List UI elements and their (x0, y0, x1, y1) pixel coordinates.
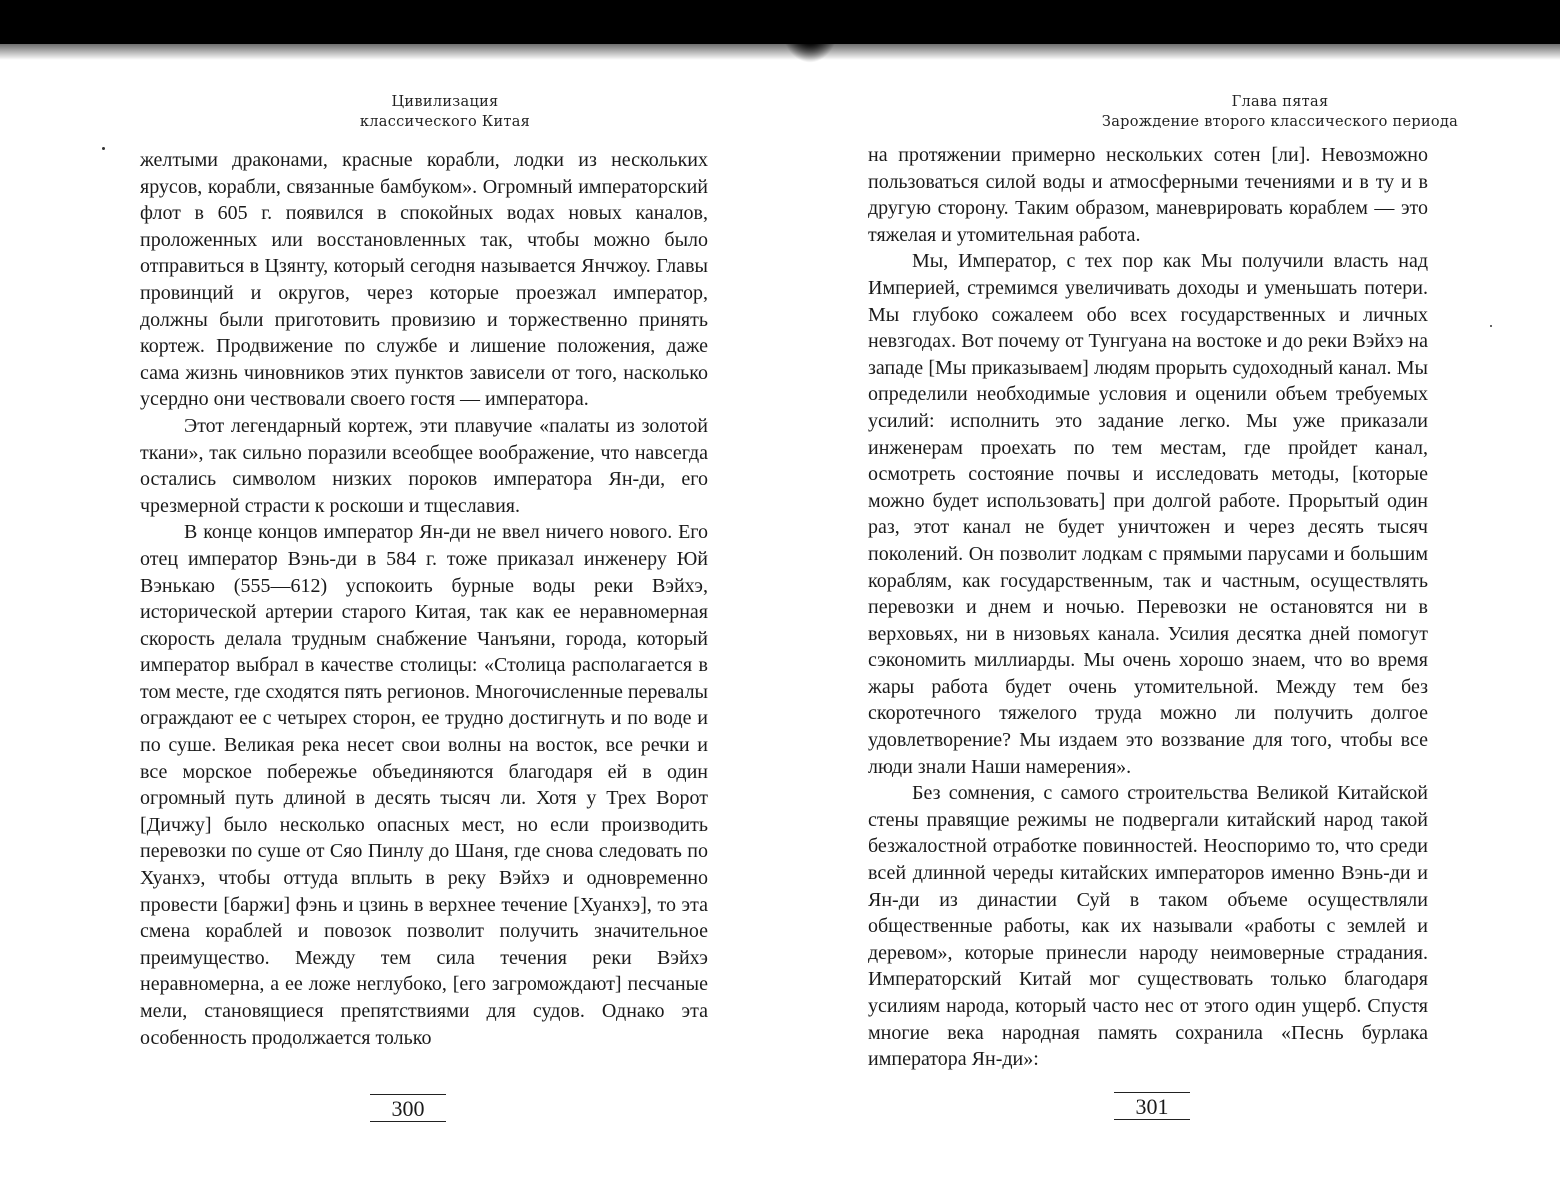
paragraph: Без сомнения, с самого строительства Великой Китайской стены правящие режимы не подвергали китайский народ такой безжалостной отработке повинностей. Неоспоримо то, что среди всей длинной череды китайских императоров именно Вэнь-ди и Ян-ди из династии Суй в таком объеме осуществляли общественные работы, как их называли «работы с землей и деревом», которые принесли народу неимоверные страдания. Императорский Китай мог существовать только благодаря усилиям народа, который часто нес от этого один ущерб. Спустя многие века народная память сохранила «Песнь бурлака императора Ян-ди»: (868, 782, 1428, 1071)
right-running-head-line1: Глава пятая (1231, 94, 1329, 110)
right-running-head-line2: Зарождение второго классического периода (1101, 114, 1459, 130)
right-body-text (868, 142, 1428, 1073)
right-page (780, 0, 1560, 1196)
right-running-head (1050, 92, 1510, 132)
scan-speck (1490, 325, 1492, 327)
left-page-number: 300 (370, 1094, 446, 1122)
left-running-head-line1: Цивилизация (391, 94, 499, 110)
right-page-number: 301 (1114, 1092, 1190, 1120)
paragraph: Этот легендарный кортеж, эти плавучие «палаты из золотой ткани», так сильно поразили всеобщее воображение, что навсегда остались символом низких пороков императора Ян-ди, его чрезмерной страсти к роскоши и тщеславия. (140, 414, 708, 517)
left-running-head-line2: классического Китая (359, 114, 531, 130)
left-body-text (140, 147, 708, 1051)
paragraph: на протяжении примерно нескольких сотен [ли]. Невозможно пользоваться силой воды и атмосферными течениями и в ту и в другую сторону. Таким образом, маневрировать кораблем — это тяжелая и утомительная работа. (868, 144, 1428, 246)
left-running-head (300, 92, 590, 132)
paragraph: В конце концов император Ян-ди не ввел ничего нового. Его отец император Вэнь-ди в 584 г. тоже приказал инженеру Юй Вэнькаю (555—612) успокоить бурные воды реки Вэйхэ, исторической артерии старого Китая, так как ее неравномерная скорость делала трудным снабжение Чанъяни, города, который император выбрал в качестве столицы: «Столица располагается в том месте, где сходятся пять регионов. Многочисленные перевалы ограждают ее с четырех сторон, ее трудно достигнуть и по воде и по суше. Великая река несет свои волны на восток, все речки и все морское побережье объединяются благодаря ей в один огромный путь длиной в десять тысяч ли. Хотя у Трех Ворот [Дичжу] было несколько опасных мест, но если производить перевозки по суше от Сяо Пинлу до Шаня, где снова следовать по Хуанхэ, чтобы оттуда вплыть в реку Вэйхэ и одновременно провести [баржи] фэнь и цзинь в верхнее течение [Хуанхэ], то эта смена кораблей и повозок позволит получить значительное преимущество. Между тем сила течения реки Вэйхэ неравномерна, а ее ложе неглубоко, [его загромождают] песчаные мели, становящиеся препятствиями для судов. Однако эта особенность продолжается только (140, 521, 708, 1049)
scan-speck (102, 147, 105, 150)
paragraph: Мы, Император, с тех пор как Мы получили власть над Империей, стремимся увеличивать доходы и уменьшать потери. Мы глубоко сожалеем обо всех государственных и личных невзгодах. Вот почему от Тунгуана на востоке и до реки Вэйхэ на западе [Мы приказываем] людям прорыть судоходный канал. Мы определили необходимые условия и оценили объем требуемых усилий: исполнить это задание легко. Мы уже приказали инженерам проехать по тем местам, где пройдет канал, осмотреть состояние почвы и исследовать методы, [которые можно будет использовать] при долгой работе. Прорытый один раз, этот канал не будет уничтожен и через десять тысяч поколений. Он позволит лодкам с прямыми парусами и большим кораблям, как государственным, так и частным, осуществлять перевозки и днем и ночью. Перевозки не остановятся ни в верховьях, ни в низовьях канала. Усилия десятка дней помогут сэкономить миллиарды. Мы очень хорошо знаем, что во время жары работа будет очень утомительной. Между тем без скоротечного тяжелого труда можно ли получить долгое удовлетворение? Мы издаем это воззвание для того, чтобы все люди знали Наши намерения». (868, 250, 1428, 778)
paragraph: желтыми драконами, красные корабли, лодки из нескольких ярусов, корабли, связанные бамбуком». Огромный императорский флот в 605 г. появился в спокойных водах новых каналов, проложенных или восстановленных так, чтобы можно было отправиться в Цзянту, который сегодня называется Янчжоу. Главы провинций и округов, через которые проезжал император, должны были приготовить провизию и торжественно принять кортеж. Продвижение по службе и лишение положения, даже сама жизнь чиновников этих пунктов зависели от того, насколько усердно они чествовали своего гостя — императора. (140, 149, 708, 411)
